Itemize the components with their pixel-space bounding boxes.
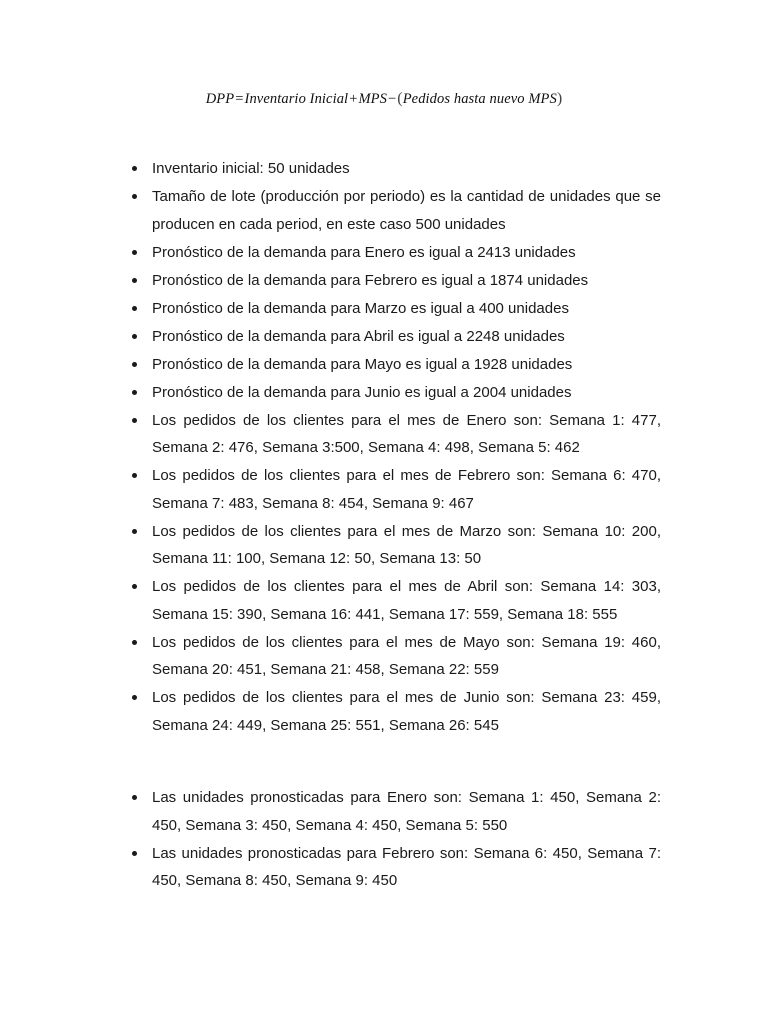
list-item-text: Las unidades pronosticadas para Febrero son: Semana 6: 450, Semana 7: 450, Semana 8: 450, Semana 9: 450 — [152, 844, 661, 889]
list-item-text: Pronóstico de la demanda para Febrero es igual a 1874 unidades — [152, 271, 589, 289]
list-item-text: Pronóstico de la demanda para Junio es igual a 2004 unidades — [152, 383, 572, 401]
dpp-formula — [0, 90, 768, 108]
bullet-icon — [129, 407, 139, 435]
list-item — [0, 155, 768, 183]
list-item-text: Inventario inicial: 50 unidades — [152, 160, 350, 177]
list-item-text: Los pedidos de los clientes para el mes de Abril son: Semana 14: 303, Semana 15: 390, Semana 16: 441, Semana 17: 559, Semana 18: 555 — [152, 578, 661, 623]
bullet-icon — [129, 784, 139, 812]
list-item-text: Los pedidos de los clientes para el mes de Enero son: Semana 1: 477, Semana 2: 476, Semana 3:500, Semana 4: 498, Semana 5: 462 — [152, 411, 661, 456]
list-item — [0, 629, 768, 684]
list-item — [0, 462, 768, 517]
bullet-icon — [129, 267, 139, 295]
formula-term-inventario: Inventario Inicial — [244, 91, 349, 107]
list-item — [0, 573, 768, 628]
list-item-text: Los pedidos de los clientes para el mes de Marzo son: Semana 10: 200, Semana 11: 100, Semana 12: 50, Semana 13: 50 — [152, 522, 661, 567]
list-item — [0, 239, 768, 267]
formula-lhs: DPP — [205, 91, 235, 107]
bullet-icon — [129, 629, 139, 657]
bullet-icon — [129, 323, 139, 351]
list-item-text: Tamaño de lote (producción por periodo) es la cantidad de unidades que se producen en cada period, en este caso 500 unidades — [152, 188, 661, 233]
list-item — [0, 684, 768, 739]
list-item-text: Los pedidos de los clientes para el mes de Mayo son: Semana 19: 460, Semana 20: 451, Semana 21: 458, Semana 22: 559 — [152, 633, 661, 678]
list-item — [0, 351, 768, 379]
list-item-text: Pronóstico de la demanda para Abril es igual a 2248 unidades — [152, 327, 565, 345]
list-item — [0, 784, 768, 839]
bullet-icon — [129, 295, 139, 323]
bullet-icon — [129, 379, 139, 407]
list-item — [0, 840, 768, 895]
bullet-icon — [129, 518, 139, 546]
formula-open-paren: ( — [397, 90, 403, 107]
formula-term-pedidos: Pedidos hasta nuevo MPS — [402, 91, 557, 107]
bullet-icon — [129, 239, 139, 267]
formula-minus: − — [387, 91, 397, 107]
list-item-text: Las unidades pronosticadas para Enero son: Semana 1: 450, Semana 2: 450, Semana 3: 450, Semana 4: 450, Semana 5: 550 — [152, 789, 661, 834]
bullet-icon — [129, 462, 139, 490]
formula-term-mps: MPS — [358, 91, 387, 107]
list-item-text: Los pedidos de los clientes para el mes de Junio son: Semana 23: 459, Semana 24: 449, Semana 25: 551, Semana 26: 545 — [152, 689, 661, 734]
bullet-icon — [129, 573, 139, 601]
formula-equals: = — [235, 91, 244, 107]
bullet-list-inputs — [0, 155, 768, 740]
bullet-icon — [129, 840, 139, 868]
bullet-list-forecast — [0, 784, 768, 895]
list-item — [0, 323, 768, 351]
list-item-text: Pronóstico de la demanda para Enero es igual a 2413 unidades — [152, 243, 576, 261]
list-item — [0, 267, 768, 295]
list-item — [0, 379, 768, 407]
formula-plus: + — [349, 91, 358, 107]
list-item — [0, 295, 768, 323]
bullet-icon — [129, 183, 139, 211]
list-item-text: Pronóstico de la demanda para Mayo es igual a 1928 unidades — [152, 355, 573, 373]
formula-close-paren: ) — [556, 90, 563, 107]
list-item-text: Los pedidos de los clientes para el mes de Febrero son: Semana 6: 470, Semana 7: 483, Semana 8: 454, Semana 9: 467 — [152, 467, 661, 512]
bullet-icon — [129, 351, 139, 379]
bullet-icon — [129, 155, 139, 183]
list-item — [0, 183, 768, 238]
list-item — [0, 407, 768, 462]
list-item-text: Pronóstico de la demanda para Marzo es igual a 400 unidades — [152, 299, 569, 317]
bullet-icon — [129, 684, 139, 712]
list-item — [0, 518, 768, 573]
